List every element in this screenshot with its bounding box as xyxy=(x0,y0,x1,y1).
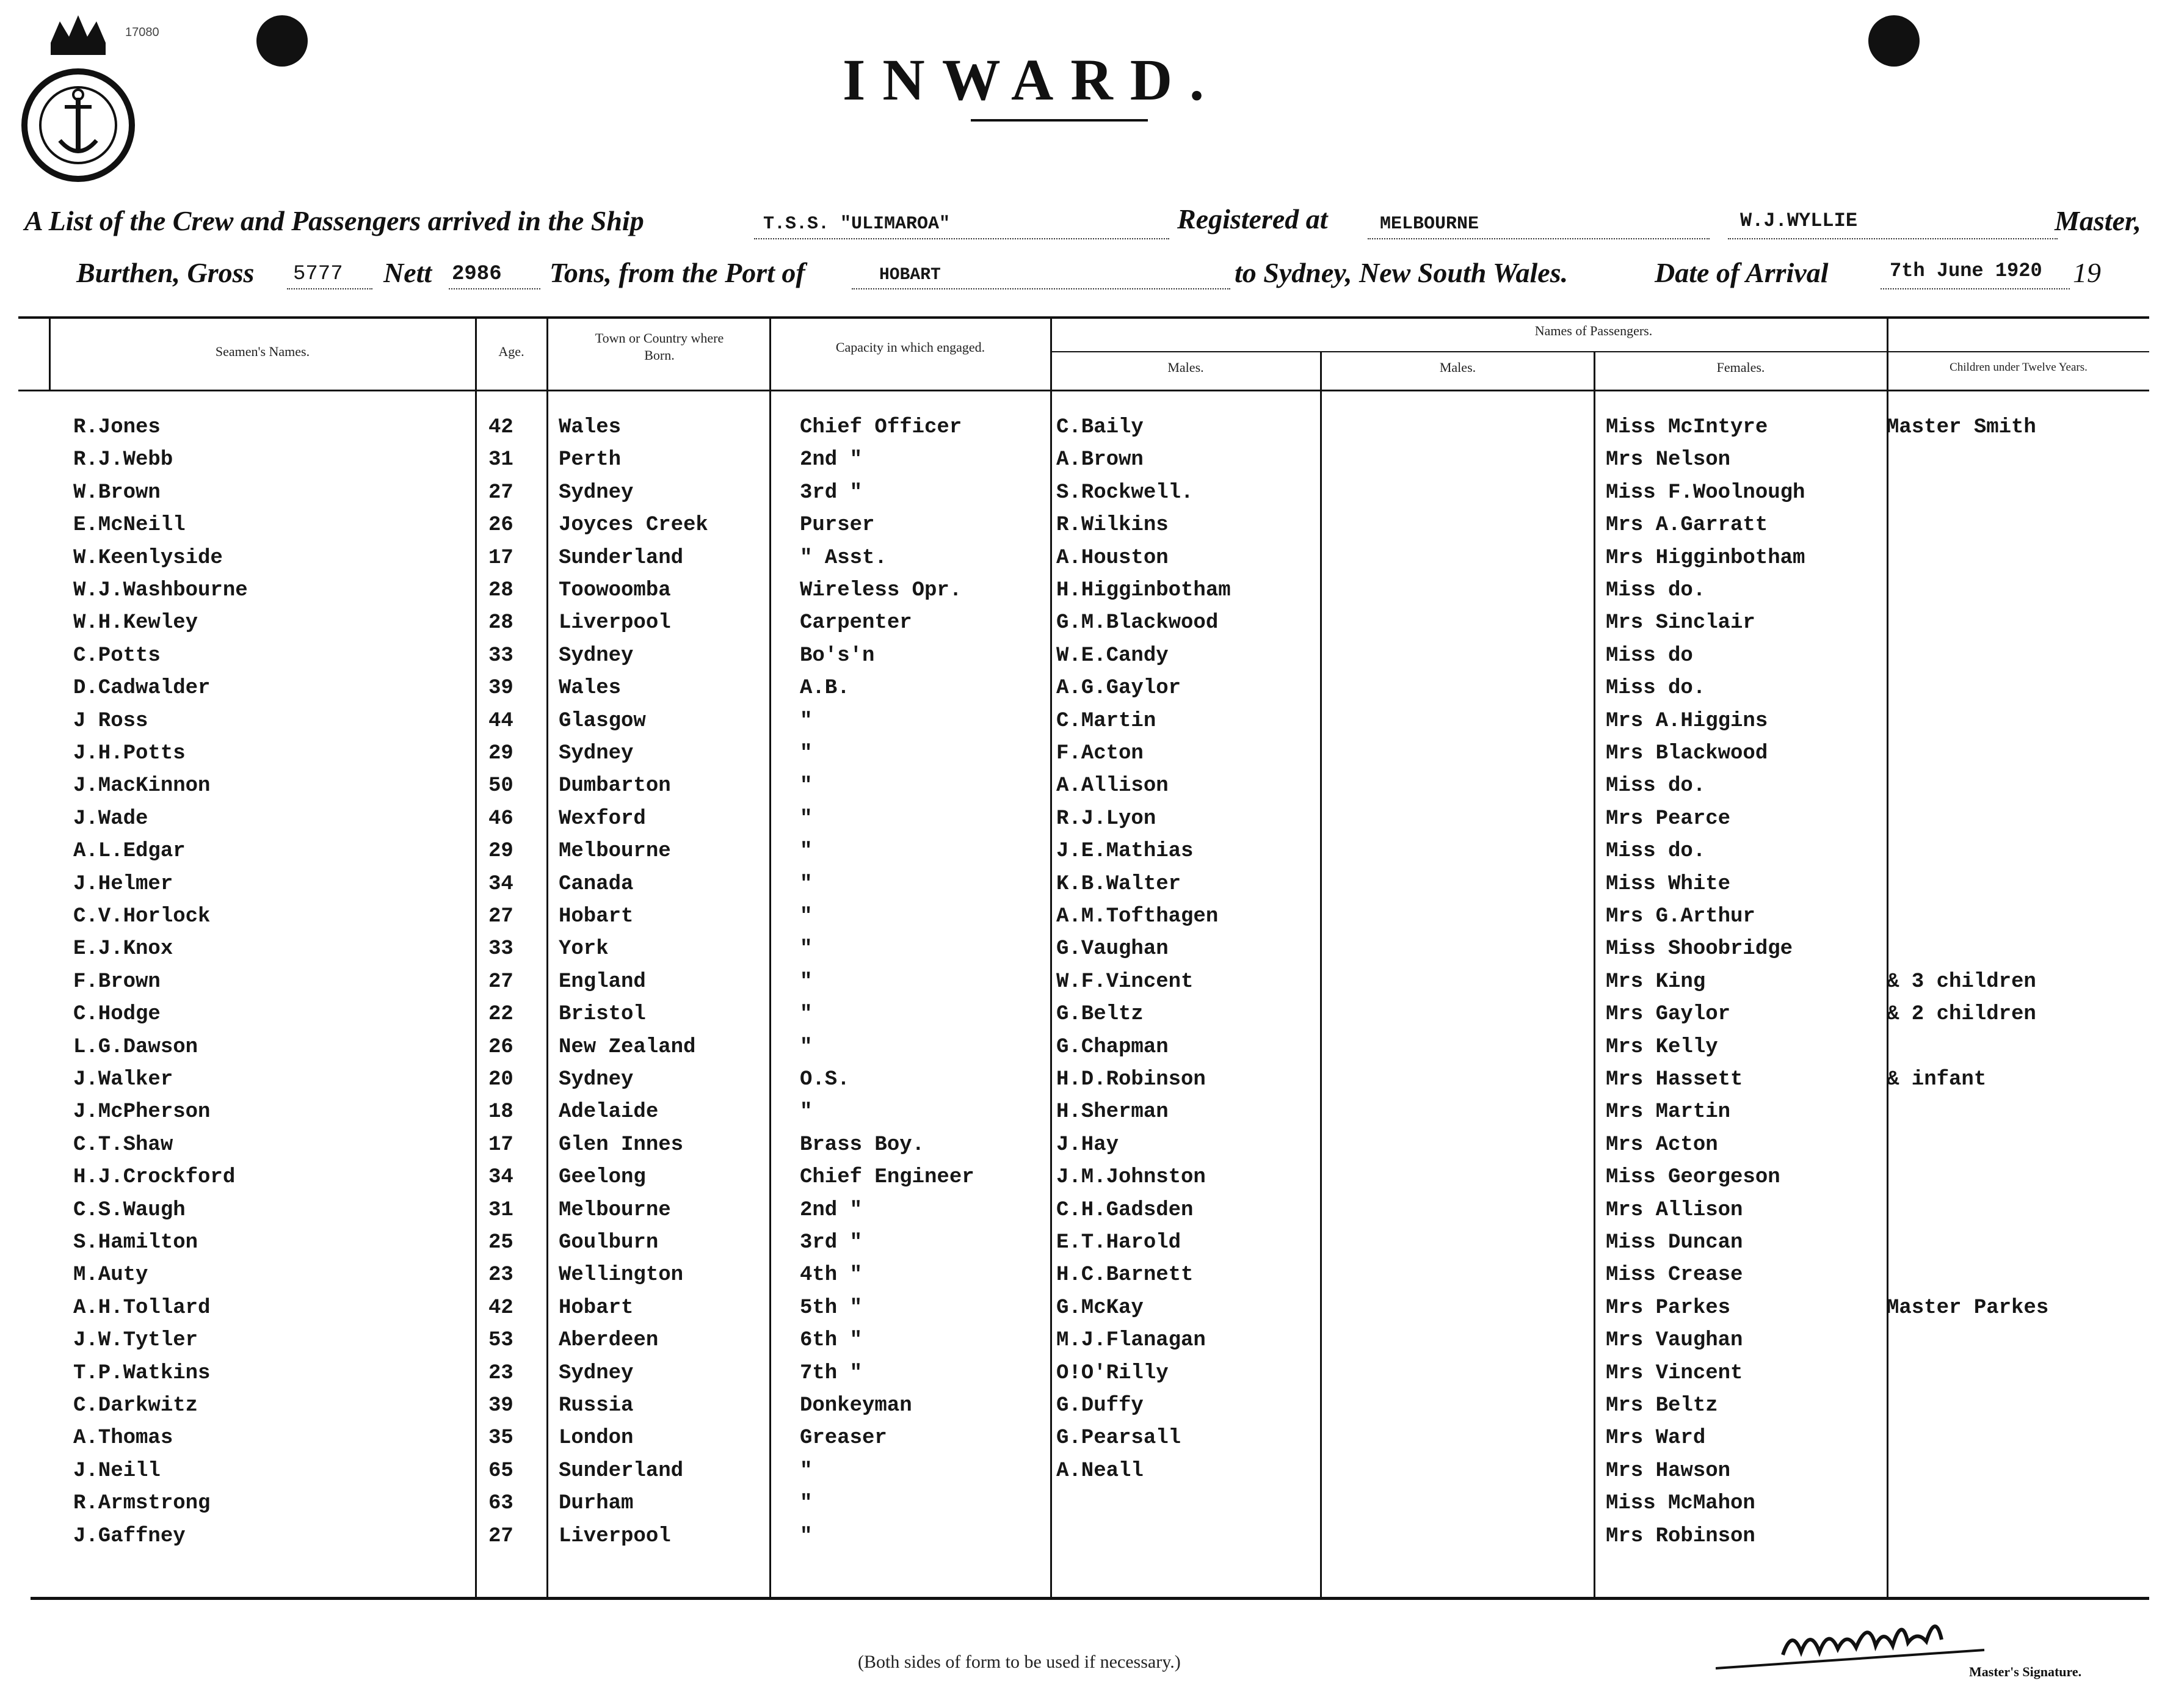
crew-name: R.Jones xyxy=(73,416,161,439)
crew-age: 34 xyxy=(488,873,513,896)
female-passenger: Mrs Beltz xyxy=(1606,1394,1718,1417)
crew-birthplace: Glasgow xyxy=(559,710,646,733)
crew-birthplace: Hobart xyxy=(559,905,634,928)
passenger-subhead-rule xyxy=(1050,351,2149,352)
from-port-fill-line xyxy=(852,288,1230,289)
crew-name: C.V.Horlock xyxy=(73,905,211,928)
crew-name: A.Thomas xyxy=(73,1426,173,1450)
male-passenger: J.M.Johnston xyxy=(1056,1166,1206,1189)
female-passenger: Mrs Vincent xyxy=(1606,1362,1743,1385)
crew-birthplace: Sydney xyxy=(559,742,634,765)
male-passenger: C.H.Gadsden xyxy=(1056,1199,1194,1222)
male-passenger: G.Vaughan xyxy=(1056,937,1169,961)
female-passenger: Miss do. xyxy=(1606,840,1706,863)
crew-age: 28 xyxy=(488,611,513,634)
female-passenger: Mrs A.Garratt xyxy=(1606,514,1768,537)
male-passenger: H.C.Barnett xyxy=(1056,1263,1194,1287)
crew-birthplace: Russia xyxy=(559,1394,634,1417)
female-passenger: Miss do xyxy=(1606,644,1693,667)
male-passenger: W.F.Vincent xyxy=(1056,970,1194,994)
crew-birthplace: Melbourne xyxy=(559,840,671,863)
male-passenger: M.J.Flanagan xyxy=(1056,1329,1206,1352)
crew-age: 25 xyxy=(488,1231,513,1254)
crew-capacity: Carpenter xyxy=(800,611,912,634)
child-passenger: Master Smith xyxy=(1887,416,2036,439)
male-passenger: G.M.Blackwood xyxy=(1056,611,1219,634)
child-passenger: & infant xyxy=(1887,1068,1987,1091)
male-passenger: H.Higginbotham xyxy=(1056,579,1231,602)
crew-name: C.T.Shaw xyxy=(73,1133,173,1157)
crew-birthplace: Bristol xyxy=(559,1003,646,1026)
female-passenger: Mrs Pearce xyxy=(1606,807,1731,830)
crew-name: F.Brown xyxy=(73,970,161,994)
crew-name: A.L.Edgar xyxy=(73,840,186,863)
footer-note: (Both sides of form to be used if necessary.) xyxy=(858,1652,1181,1672)
crew-birthplace: Liverpool xyxy=(559,611,671,634)
male-passenger: J.Hay xyxy=(1056,1133,1119,1157)
child-passenger: & 3 children xyxy=(1887,970,2036,994)
col-head-seamen: Seamen's Names. xyxy=(215,344,310,359)
crew-capacity: " xyxy=(800,1100,813,1124)
crew-name: E.J.Knox xyxy=(73,937,173,961)
shipping-master-seal xyxy=(17,9,139,186)
crew-birthplace: Dumbarton xyxy=(559,774,671,798)
crew-age: 23 xyxy=(488,1362,513,1385)
crew-capacity: Wireless Opr. xyxy=(800,579,962,602)
col-divider-8 xyxy=(1887,318,1888,1597)
crew-birthplace: Melbourne xyxy=(559,1199,671,1222)
crew-name: A.H.Tollard xyxy=(73,1296,211,1320)
ship-fill-line xyxy=(754,238,1169,239)
crew-birthplace: Sydney xyxy=(559,1362,634,1385)
female-passenger: Miss Duncan xyxy=(1606,1231,1743,1254)
crew-capacity: " xyxy=(800,970,813,994)
crew-name: C.Hodge xyxy=(73,1003,161,1026)
col-head-passengers: Names of Passengers. xyxy=(1534,323,1653,338)
crew-birthplace: Wellington xyxy=(559,1263,684,1287)
crew-age: 20 xyxy=(488,1068,513,1091)
crew-name: E.McNeill xyxy=(73,514,186,537)
male-passenger: A.Houston xyxy=(1056,547,1169,570)
crew-birthplace: Adelaide xyxy=(559,1100,659,1124)
male-passenger: G.Duffy xyxy=(1056,1394,1144,1417)
female-passenger: Miss McIntyre xyxy=(1606,416,1768,439)
registered-fill-line xyxy=(1368,238,1710,239)
male-passenger: A.Allison xyxy=(1056,774,1169,798)
female-passenger: Miss White xyxy=(1606,873,1731,896)
arrival-fill-line xyxy=(1881,288,2070,289)
crew-birthplace: New Zealand xyxy=(559,1036,696,1059)
crew-age: 42 xyxy=(488,416,513,439)
male-passenger: A.G.Gaylor xyxy=(1056,677,1181,700)
col-divider-4 xyxy=(769,318,771,1597)
col-head-town: Town or Country where Born. xyxy=(595,330,724,363)
crew-age: 50 xyxy=(488,774,513,798)
male-passenger: C.Martin xyxy=(1056,710,1156,733)
male-passenger: O!O'Rilly xyxy=(1056,1362,1169,1385)
gross-fill-line xyxy=(287,288,372,289)
arrival-label: Date of Arrival xyxy=(1655,257,1829,288)
male-passenger: W.E.Candy xyxy=(1056,644,1169,667)
crew-name: L.G.Dawson xyxy=(73,1036,198,1059)
tons-from-label: Tons, from the Port of xyxy=(550,257,805,288)
crew-birthplace: Sunderland xyxy=(559,547,684,570)
col-divider-2 xyxy=(475,318,477,1597)
female-passenger: Miss McMahon xyxy=(1606,1492,1755,1515)
crew-capacity: 6th " xyxy=(800,1329,863,1352)
crew-birthplace: Sydney xyxy=(559,481,634,504)
col-head-age: Age. xyxy=(498,344,524,359)
crew-capacity: " xyxy=(800,774,813,798)
arrival-date: 7th June 1920 xyxy=(1890,260,2042,282)
crew-capacity: O.S. xyxy=(800,1068,850,1091)
burthen-label: Burthen, Gross xyxy=(76,257,255,288)
crew-age: 39 xyxy=(488,1394,513,1417)
crew-name: T.P.Watkins xyxy=(73,1362,211,1385)
male-passenger: H.D.Robinson xyxy=(1056,1068,1206,1091)
female-passenger: Mrs Allison xyxy=(1606,1199,1743,1222)
nett-fill-line xyxy=(449,288,540,289)
col-divider-6 xyxy=(1320,351,1322,1597)
crew-age: 53 xyxy=(488,1329,513,1352)
col-divider-5 xyxy=(1050,318,1052,1597)
crew-birthplace: England xyxy=(559,970,646,994)
crew-name: D.Cadwalder xyxy=(73,677,211,700)
crew-age: 63 xyxy=(488,1492,513,1515)
crew-birthplace: Perth xyxy=(559,448,622,471)
crew-age: 44 xyxy=(488,710,513,733)
crew-name: W.Keenlyside xyxy=(73,547,223,570)
nett-tons: 2986 xyxy=(452,263,502,286)
male-passenger: J.E.Mathias xyxy=(1056,840,1194,863)
crew-name: M.Auty xyxy=(73,1263,148,1287)
crew-name: J.McPherson xyxy=(73,1100,211,1124)
crew-name: W.H.Kewley xyxy=(73,611,198,634)
crew-capacity: " xyxy=(800,840,813,863)
female-passenger: Miss Shoobridge xyxy=(1606,937,1793,961)
crew-capacity: " xyxy=(800,905,813,928)
female-passenger: Mrs Parkes xyxy=(1606,1296,1731,1320)
crew-birthplace: Wales xyxy=(559,677,622,700)
crew-birthplace: Wales xyxy=(559,416,622,439)
female-passenger: Mrs G.Arthur xyxy=(1606,905,1755,928)
crew-name: J.Helmer xyxy=(73,873,173,896)
female-passenger: Mrs Hassett xyxy=(1606,1068,1743,1091)
male-passenger: K.B.Walter xyxy=(1056,873,1181,896)
female-passenger: Mrs A.Higgins xyxy=(1606,710,1768,733)
female-passenger: Miss Crease xyxy=(1606,1263,1743,1287)
crew-birthplace: Canada xyxy=(559,873,634,896)
col-head-capacity: Capacity in which engaged. xyxy=(835,340,985,355)
male-passenger: S.Rockwell. xyxy=(1056,481,1194,504)
crew-age: 46 xyxy=(488,807,513,830)
female-passenger: Mrs Higginbotham xyxy=(1606,547,1805,570)
crew-age: 27 xyxy=(488,905,513,928)
crew-age: 33 xyxy=(488,937,513,961)
crew-birthplace: Sunderland xyxy=(559,1459,684,1483)
crew-capacity: " Asst. xyxy=(800,547,887,570)
crew-name: C.S.Waugh xyxy=(73,1199,186,1222)
header-intro: A List of the Crew and Passengers arrived in the Ship xyxy=(24,205,644,236)
female-passenger: Miss do. xyxy=(1606,774,1706,798)
male-passenger: A.Neall xyxy=(1056,1459,1144,1483)
page-title: INWARD. xyxy=(843,47,1222,112)
crew-birthplace: Sydney xyxy=(559,644,634,667)
crew-age: 26 xyxy=(488,1036,513,1059)
crew-capacity: " xyxy=(800,742,813,765)
crew-birthplace: London xyxy=(559,1426,634,1450)
crew-capacity: 4th " xyxy=(800,1263,863,1287)
crew-birthplace: Geelong xyxy=(559,1166,646,1189)
crew-name: R.Armstrong xyxy=(73,1492,211,1515)
crew-capacity: " xyxy=(800,1036,813,1059)
female-passenger: Mrs Blackwood xyxy=(1606,742,1768,765)
female-passenger: Miss do. xyxy=(1606,677,1706,700)
crew-age: 17 xyxy=(488,1133,513,1157)
col-head-males-2: Males. xyxy=(1439,360,1476,375)
year-suffix: 19 xyxy=(2073,257,2101,288)
ship-name: T.S.S. "ULIMAROA" xyxy=(763,214,951,234)
crew-capacity: Purser xyxy=(800,514,875,537)
crew-birthplace: Joyces Creek xyxy=(559,514,708,537)
col-divider-7 xyxy=(1594,351,1595,1597)
col-head-females: Females. xyxy=(1716,360,1765,375)
from-port: HOBART xyxy=(879,266,941,285)
male-passenger: E.T.Harold xyxy=(1056,1231,1181,1254)
female-passenger: Mrs Vaughan xyxy=(1606,1329,1743,1352)
male-passenger: G.McKay xyxy=(1056,1296,1144,1320)
male-passenger: A.Brown xyxy=(1056,448,1144,471)
crew-age: 65 xyxy=(488,1459,513,1483)
registered-port: MELBOURNE xyxy=(1380,214,1479,234)
male-passenger: G.Chapman xyxy=(1056,1036,1169,1059)
crew-capacity: " xyxy=(800,1525,813,1548)
female-passenger: Mrs King xyxy=(1606,970,1706,994)
col-head-children: Children under Twelve Years. xyxy=(1950,361,2088,374)
crew-name: C.Darkwitz xyxy=(73,1394,198,1417)
crew-age: 35 xyxy=(488,1426,513,1450)
master-name: W.J.WYLLIE xyxy=(1740,209,1858,232)
crew-birthplace: Glen Innes xyxy=(559,1133,684,1157)
crew-birthplace: Toowoomba xyxy=(559,579,671,602)
crew-capacity: " xyxy=(800,1459,813,1483)
crew-capacity: 3rd " xyxy=(800,1231,863,1254)
crew-age: 28 xyxy=(488,579,513,602)
female-passenger: Mrs Gaylor xyxy=(1606,1003,1731,1026)
crew-capacity: Brass Boy. xyxy=(800,1133,925,1157)
crew-name: H.J.Crockford xyxy=(73,1166,236,1189)
crew-birthplace: York xyxy=(559,937,609,961)
table-top-rule xyxy=(18,316,2149,319)
crew-age: 27 xyxy=(488,1525,513,1548)
crew-name: J.H.Potts xyxy=(73,742,186,765)
child-passenger: & 2 children xyxy=(1887,1003,2036,1026)
crew-capacity: " xyxy=(800,1492,813,1515)
female-passenger: Mrs Martin xyxy=(1606,1100,1731,1124)
crew-capacity: Chief Engineer xyxy=(800,1166,974,1189)
female-passenger: Miss do. xyxy=(1606,579,1706,602)
male-passenger: R.Wilkins xyxy=(1056,514,1169,537)
female-passenger: Mrs Robinson xyxy=(1606,1525,1755,1548)
master-label: Master, xyxy=(2055,205,2141,236)
crew-age: 23 xyxy=(488,1263,513,1287)
crew-birthplace: Aberdeen xyxy=(559,1329,659,1352)
crew-age: 17 xyxy=(488,547,513,570)
punch-hole-left xyxy=(256,15,308,67)
male-passenger: A.M.Tofthagen xyxy=(1056,905,1219,928)
col-divider-3 xyxy=(546,318,548,1597)
crew-birthplace: Goulburn xyxy=(559,1231,659,1254)
female-passenger: Mrs Hawson xyxy=(1606,1459,1731,1483)
title-ornament xyxy=(971,119,1148,122)
crew-age: 42 xyxy=(488,1296,513,1320)
stamp-number: 17080 xyxy=(125,26,159,39)
crew-age: 18 xyxy=(488,1100,513,1124)
crew-capacity: " xyxy=(800,1003,813,1026)
crew-birthplace: Hobart xyxy=(559,1296,634,1320)
female-passenger: Mrs Kelly xyxy=(1606,1036,1718,1059)
female-passenger: Mrs Acton xyxy=(1606,1133,1718,1157)
male-passenger: G.Pearsall xyxy=(1056,1426,1181,1450)
crew-name: W.J.Washbourne xyxy=(73,579,248,602)
nett-label: Nett xyxy=(383,257,432,288)
crew-birthplace: Durham xyxy=(559,1492,634,1515)
crew-capacity: Chief Officer xyxy=(800,416,962,439)
crew-name: J.W.Tytler xyxy=(73,1329,198,1352)
crew-birthplace: Liverpool xyxy=(559,1525,671,1548)
signature-label: Master's Signature. xyxy=(1969,1664,2082,1679)
table-bottom-rule xyxy=(31,1597,2149,1600)
crew-age: 31 xyxy=(488,448,513,471)
gross-tons: 5777 xyxy=(293,263,343,286)
crew-age: 39 xyxy=(488,677,513,700)
crew-name: R.J.Webb xyxy=(73,448,173,471)
table-header-rule xyxy=(18,390,2149,391)
crew-capacity: " xyxy=(800,873,813,896)
crew-age: 33 xyxy=(488,644,513,667)
to-port-label: to Sydney, New South Wales. xyxy=(1235,257,1569,288)
crew-capacity: A.B. xyxy=(800,677,850,700)
crew-age: 29 xyxy=(488,840,513,863)
crew-capacity: " xyxy=(800,937,813,961)
crew-birthplace: Wexford xyxy=(559,807,646,830)
crew-capacity: Greaser xyxy=(800,1426,887,1450)
crew-age: 27 xyxy=(488,481,513,504)
crew-name: J.Gaffney xyxy=(73,1525,186,1548)
crew-age: 34 xyxy=(488,1166,513,1189)
male-passenger: C.Baily xyxy=(1056,416,1144,439)
crew-age: 31 xyxy=(488,1199,513,1222)
crew-capacity: Bo's'n xyxy=(800,644,875,667)
punch-hole-right xyxy=(1868,15,1920,67)
crew-age: 27 xyxy=(488,970,513,994)
crew-name: J.Neill xyxy=(73,1459,161,1483)
female-passenger: Miss Georgeson xyxy=(1606,1166,1780,1189)
crew-name: J.Walker xyxy=(73,1068,173,1091)
crew-name: C.Potts xyxy=(73,644,161,667)
crew-capacity: 2nd " xyxy=(800,448,863,471)
female-passenger: Mrs Nelson xyxy=(1606,448,1731,471)
male-passenger: R.J.Lyon xyxy=(1056,807,1156,830)
child-passenger: Master Parkes xyxy=(1887,1296,2049,1320)
crew-name: J.Wade xyxy=(73,807,148,830)
master-fill-line xyxy=(1728,238,2058,239)
col-head-males-1: Males. xyxy=(1167,360,1204,375)
female-passenger: Miss F.Woolnough xyxy=(1606,481,1805,504)
crew-age: 29 xyxy=(488,742,513,765)
male-passenger: G.Beltz xyxy=(1056,1003,1144,1026)
crew-capacity: Donkeyman xyxy=(800,1394,912,1417)
male-passenger: F.Acton xyxy=(1056,742,1144,765)
crew-name: J.MacKinnon xyxy=(73,774,211,798)
crew-name: S.Hamilton xyxy=(73,1231,198,1254)
crew-capacity: 5th " xyxy=(800,1296,863,1320)
crew-capacity: " xyxy=(800,710,813,733)
crew-capacity: 3rd " xyxy=(800,481,863,504)
male-passenger: H.Sherman xyxy=(1056,1100,1169,1124)
female-passenger: Mrs Ward xyxy=(1606,1426,1706,1450)
crew-birthplace: Sydney xyxy=(559,1068,634,1091)
crew-age: 22 xyxy=(488,1003,513,1026)
crew-name: W.Brown xyxy=(73,481,161,504)
crew-capacity: " xyxy=(800,807,813,830)
crew-name: J Ross xyxy=(73,710,148,733)
crew-capacity: 2nd " xyxy=(800,1199,863,1222)
registered-label: Registered at xyxy=(1177,203,1328,234)
crew-capacity: 7th " xyxy=(800,1362,863,1385)
crew-age: 26 xyxy=(488,514,513,537)
female-passenger: Mrs Sinclair xyxy=(1606,611,1755,634)
